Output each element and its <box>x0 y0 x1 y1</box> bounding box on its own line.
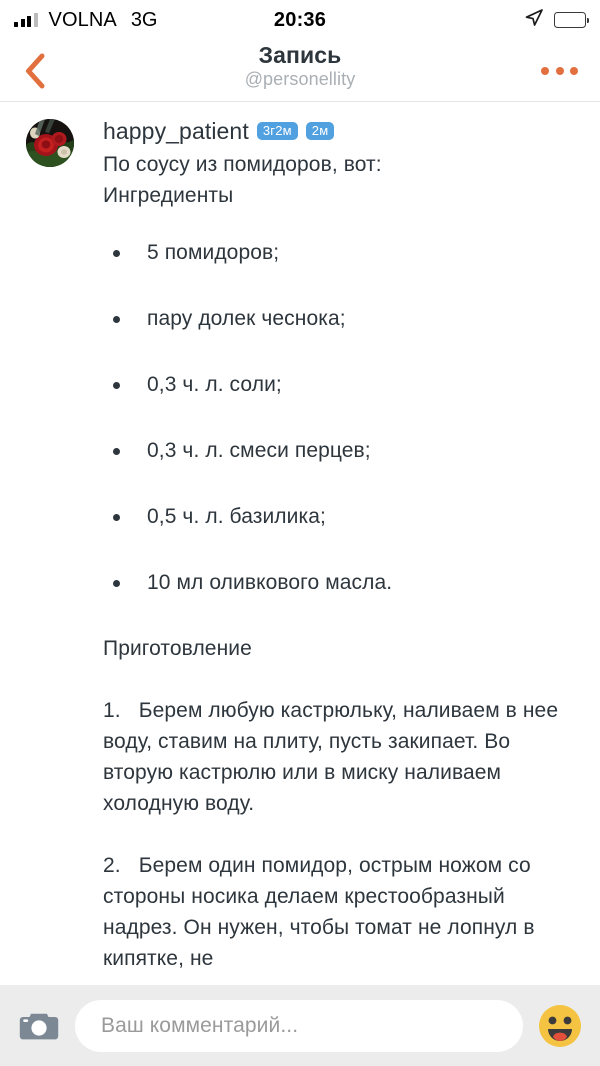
comment-input[interactable] <box>75 1000 523 1052</box>
nav-titles <box>0 42 600 90</box>
avatar[interactable] <box>26 119 74 167</box>
preparation-step <box>103 850 562 974</box>
battery-icon <box>554 12 586 28</box>
step-number: 2. <box>103 854 121 877</box>
preparation-label: Приготовление <box>103 637 252 660</box>
camera-icon <box>19 1010 59 1042</box>
more-options-icon <box>570 67 578 75</box>
page-subtitle: @personellity <box>244 69 356 89</box>
post-body <box>103 117 562 974</box>
emoji-button[interactable] <box>537 1003 583 1049</box>
status-time: 20:36 <box>273 8 327 31</box>
list-item: 0,3 ч. л. смеси перцев; <box>103 435 562 466</box>
page-title: Запись <box>258 42 342 68</box>
back-button[interactable] <box>22 51 56 91</box>
post-intro-line: Ингредиенты <box>103 184 234 207</box>
list-item: 10 мл оливкового масла. <box>103 567 562 598</box>
list-item: пару долек чеснока; <box>103 303 562 334</box>
camera-button[interactable] <box>17 1004 61 1048</box>
step-text: Берем любую кастрюльку, наливаем в нее воду, ставим на плиту, пусть закипает. Во вторую кастрюлю или в миску наливаем холодную воду. <box>103 699 559 815</box>
smiley-face-icon <box>537 1003 583 1049</box>
list-item: 0,5 ч. л. базилика; <box>103 501 562 532</box>
step-number: 1. <box>103 699 121 722</box>
author-line <box>103 117 562 145</box>
network-type: 3G <box>130 8 158 31</box>
comment-bar <box>0 985 600 1066</box>
list-item: 0,3 ч. л. соли; <box>103 369 562 400</box>
step-text: Берем один помидор, острым ножом со стороны носика делаем крестообразный надрез. Он нужен, чтобы томат не лопнул в кипятке, не <box>103 854 535 970</box>
avatar-roses-photo <box>26 119 74 167</box>
list-item: 5 помидоров; <box>103 237 562 268</box>
status-bar <box>0 0 600 40</box>
status-badge: 2м <box>306 122 335 140</box>
post <box>0 117 600 974</box>
more-options-button[interactable] <box>541 59 578 83</box>
nav-bar <box>0 40 600 102</box>
carrier-name: VOLNA <box>48 8 117 31</box>
author-name[interactable]: happy_patient <box>103 117 249 144</box>
post-intro-line: По соусу из помидоров, вот: <box>103 153 382 176</box>
more-options-icon <box>541 67 549 75</box>
preparation-step <box>103 695 562 819</box>
status-badge: 3г2м <box>257 122 298 140</box>
ingredients-list <box>103 237 562 598</box>
more-options-icon <box>556 67 564 75</box>
chevron-left-icon <box>22 52 48 90</box>
post-content-scroll[interactable] <box>0 103 600 985</box>
